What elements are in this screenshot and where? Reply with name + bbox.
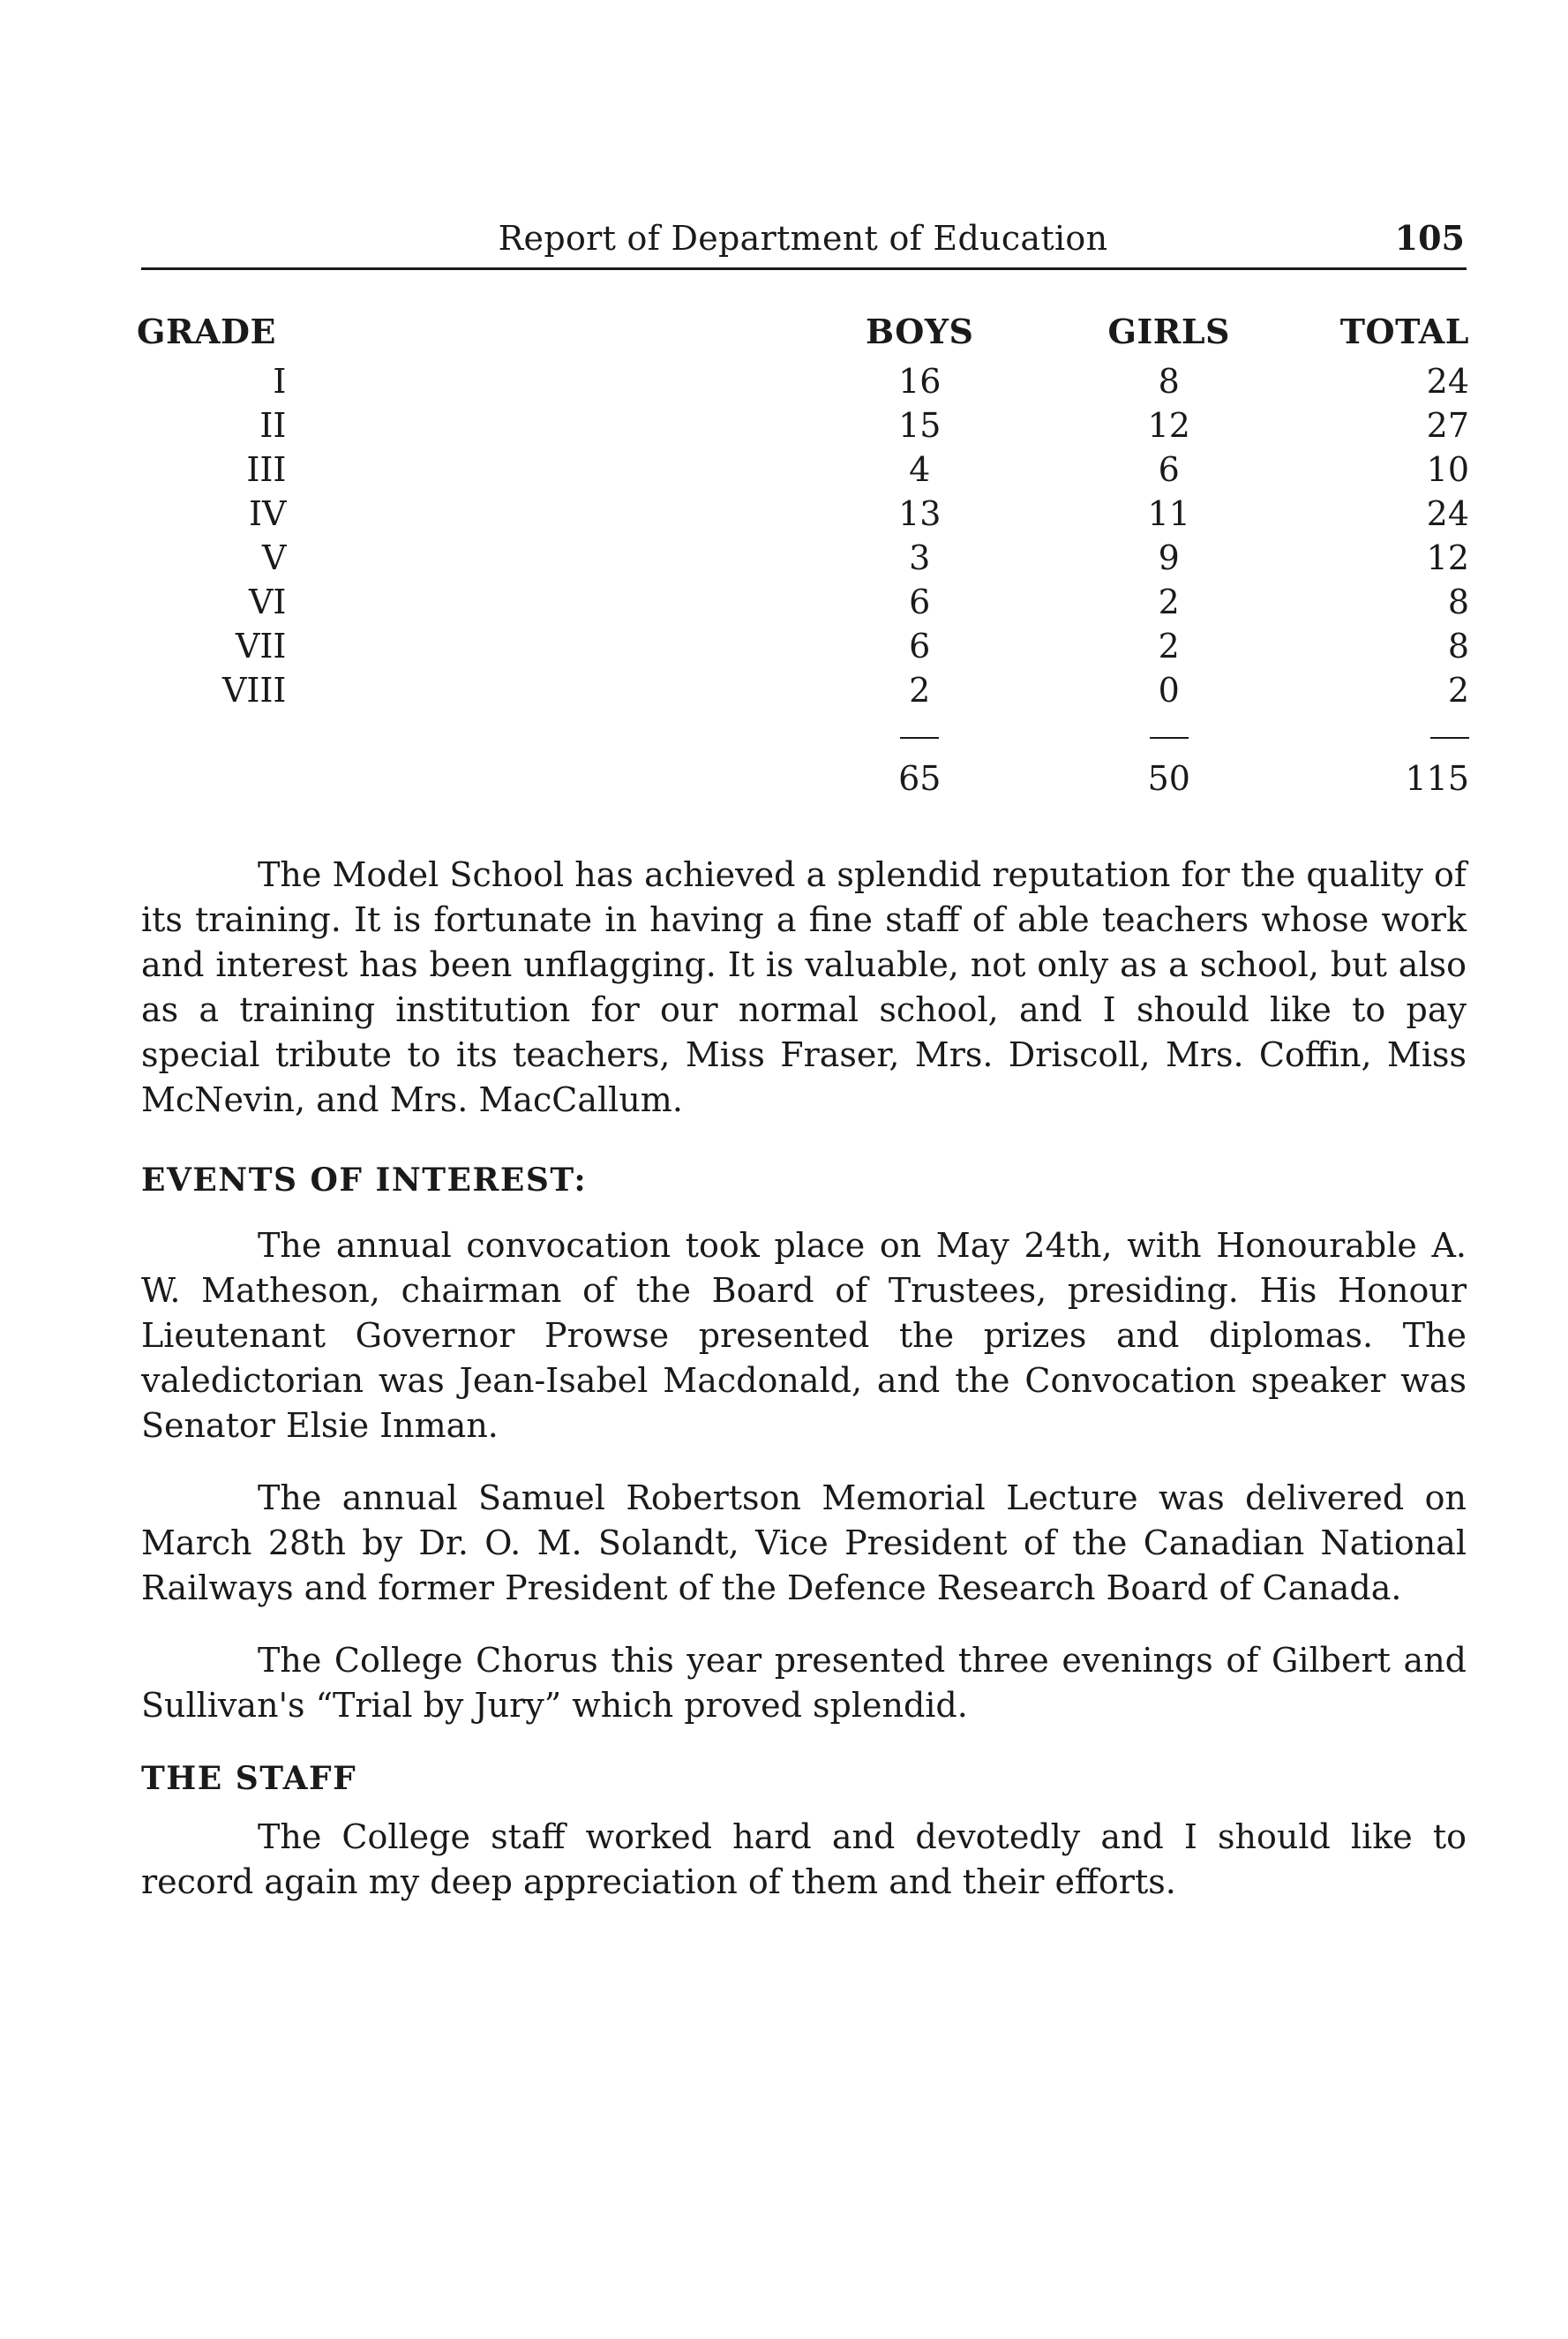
enrollment-table (137, 305, 1469, 801)
column-header-girls: GIRLS (1107, 312, 1230, 351)
model-school-paragraph: The Model School has achieved a splendid reputation for the quality of its training. It is fortunate in having a fine staff of able teachers whose work and interest has been unflagging. It is valuable, not only as a school, but also as a training institution for our normal school, and I should like to pay special tribute to its teachers, Miss Fraser, Mrs. Driscoll, Mrs. Coffin, Miss McNevin, and Mrs. MacCallum. (141, 855, 1467, 1119)
boys-cell: 6 (909, 583, 931, 621)
total-cell: 8 (1447, 627, 1469, 666)
running-title: Report of Department of Education (498, 219, 1108, 258)
totals-row (137, 756, 1469, 801)
total-cell: 2 (1447, 671, 1469, 710)
boys-total-cell: 65 (898, 759, 942, 798)
convocation-paragraph: The annual convocation took place on May 24th, with Honourable A. W. Matheson, chairman of the Board of Trustees, presiding. His Honour Lieutenant Governor Prowse presented the prizes and diplomas. The valedictorian was Jean-Isabel Macdonald, and the Convocation speaker was Senator Elsie Inman. (141, 1226, 1467, 1445)
table-row (137, 580, 1469, 624)
column-header-grade: GRADE (137, 312, 276, 351)
grade-cell: I (273, 362, 287, 401)
grade-cell: V (261, 538, 287, 577)
running-header (141, 212, 1465, 265)
total-cell: 10 (1426, 450, 1469, 489)
girls-cell: 0 (1158, 671, 1180, 710)
table-row (137, 492, 1469, 536)
events-heading: EVENTS OF INTEREST: (141, 1162, 588, 1199)
sum-rule (900, 737, 939, 739)
girls-cell: 2 (1158, 583, 1180, 621)
table-row (137, 668, 1469, 712)
sum-rule-row (137, 712, 1469, 756)
table-header-row (137, 305, 1469, 359)
boys-cell: 6 (909, 627, 931, 666)
girls-cell: 11 (1147, 494, 1190, 533)
boys-cell: 13 (898, 494, 942, 533)
table-row (137, 447, 1469, 492)
table-row (137, 536, 1469, 580)
page-number: 105 (1394, 218, 1465, 258)
girls-total-cell: 50 (1147, 759, 1190, 798)
table-row (137, 403, 1469, 447)
boys-cell: 16 (898, 362, 942, 401)
girls-cell: 8 (1158, 362, 1180, 401)
girls-cell: 9 (1158, 538, 1180, 577)
column-header-boys: BOYS (865, 312, 974, 351)
boys-cell: 3 (909, 538, 931, 577)
grade-cell: IV (248, 494, 287, 533)
header-rule (141, 267, 1467, 270)
boys-cell: 2 (909, 671, 931, 710)
chorus-paragraph: The College Chorus this year presented three evenings of Gilbert and Sullivan's “Trial by Jury” which proved splendid. (141, 1641, 1467, 1725)
girls-cell: 12 (1147, 406, 1190, 445)
column-header-total: TOTAL (1339, 312, 1469, 351)
boys-cell: 4 (909, 450, 931, 489)
boys-cell: 15 (898, 406, 942, 445)
grade-cell: II (259, 406, 287, 445)
girls-cell: 2 (1158, 627, 1180, 666)
staff-paragraph: The College staff worked hard and devotedly and I should like to record again my deep appreciation of them and their efforts. (141, 1817, 1467, 1901)
total-cell: 12 (1426, 538, 1469, 577)
table-row (137, 624, 1469, 668)
grade-cell: VII (235, 627, 287, 666)
grade-cell: VIII (221, 671, 287, 710)
total-cell: 27 (1426, 406, 1469, 445)
grade-cell: VI (248, 583, 287, 621)
sum-rule (1430, 737, 1469, 739)
grade-cell: III (246, 450, 287, 489)
total-cell: 8 (1447, 583, 1469, 621)
staff-heading: THE STAFF (141, 1760, 357, 1797)
lecture-paragraph: The annual Samuel Robertson Memorial Lecture was delivered on March 28th by Dr. O. M. Solandt, Vice President of the Canadian National Railways and former President of the Defence Research Board of Canada. (141, 1478, 1467, 1607)
girls-cell: 6 (1158, 450, 1180, 489)
sum-rule (1150, 737, 1189, 739)
total-cell: 24 (1426, 494, 1469, 533)
total-cell: 24 (1426, 362, 1469, 401)
grand-total-cell: 115 (1405, 759, 1469, 798)
table-row (137, 359, 1469, 403)
